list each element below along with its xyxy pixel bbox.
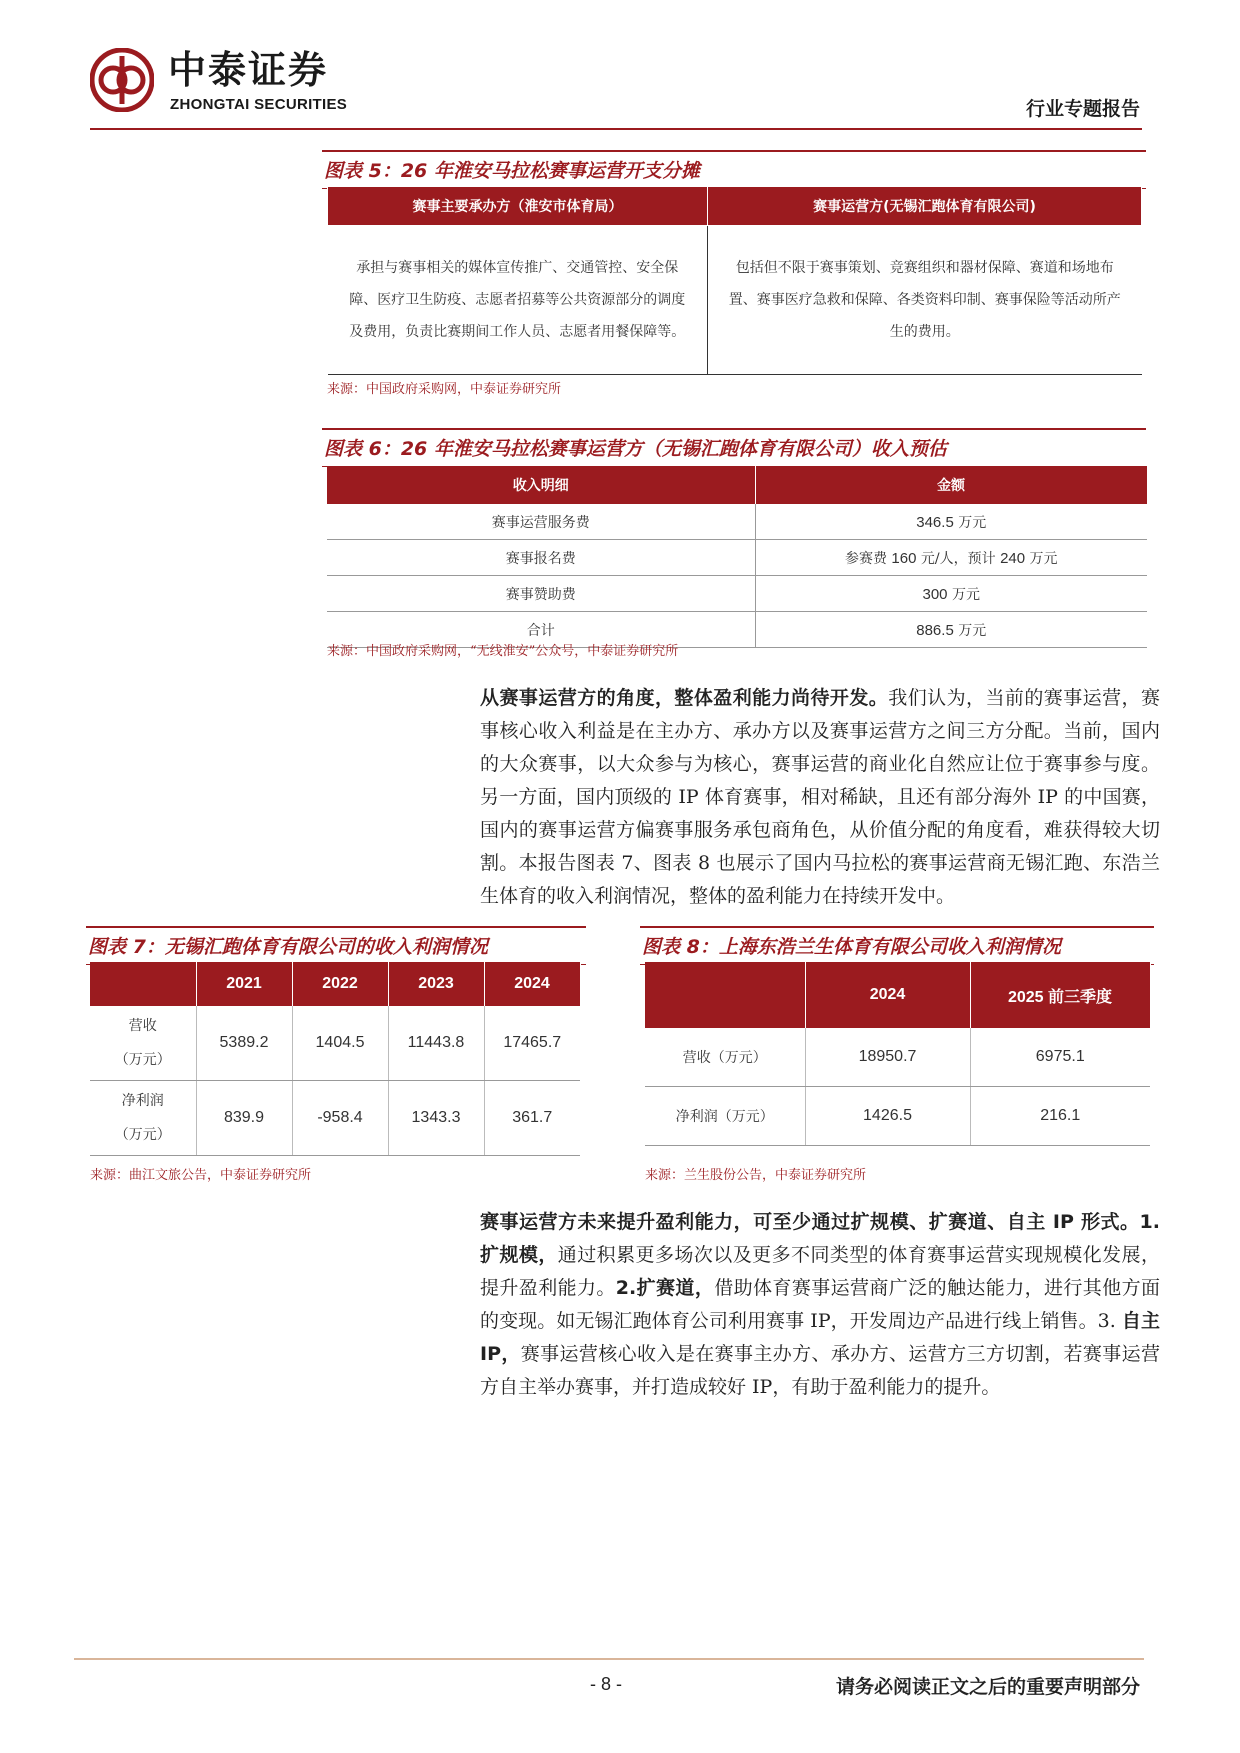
fig5-header-operator: 赛事运营方(无锡汇跑体育有限公司) bbox=[708, 187, 1142, 226]
footer-divider bbox=[74, 1658, 1144, 1660]
para1-lead: 从赛事运营方的角度，整体盈利能力尚待开发。 bbox=[480, 687, 889, 709]
para2-point-1-label: 1.扩规模， bbox=[480, 1211, 1160, 1266]
fig6-item: 赛事运营服务费 bbox=[327, 504, 755, 540]
fig8-value: 1426.5 bbox=[805, 1087, 970, 1146]
fig8-value: 18950.7 bbox=[805, 1028, 970, 1087]
header-divider bbox=[90, 128, 1142, 130]
fig7-year: 2022 bbox=[292, 962, 388, 1006]
fig7-corner bbox=[90, 962, 196, 1006]
para1-text: 我们认为，当前的赛事运营，赛事核心收入利益是在主办方、承办方以及赛事运营方之间三方分配。当前，国内的大众赛事，以大众参与为核心，赛事运营的商业化自然应让位于赛事参与度。另一方面，国内顶级的 IP 体育赛事，相对稀缺，且还有部分海外 IP 的中国赛，国内的赛事运营方偏赛事服务承包商角色，从价值分配的角度看，难获得较大切割。本报告图表 7、图表 8 也展示了国内马拉松的赛事运营商无锡汇跑、东浩兰生体育的收入利润情况，整体的盈利能力在持续开发中。 bbox=[480, 687, 1160, 907]
fig7-value: 1404.5 bbox=[292, 1006, 388, 1081]
fig6-amount: 参赛费 160 元/人，预计 240 万元 bbox=[755, 540, 1147, 576]
table-row bbox=[90, 1006, 580, 1081]
fig8-source: 来源：兰生股份公告，中泰证券研究所 bbox=[645, 1168, 867, 1183]
table-row bbox=[90, 1081, 580, 1156]
fig8-period: 2025 前三季度 bbox=[970, 962, 1150, 1028]
fig6-amount: 300 万元 bbox=[755, 576, 1147, 612]
fig8-table bbox=[645, 962, 1151, 1146]
fig7-value: 11443.8 bbox=[388, 1006, 484, 1081]
fig7-value: 17465.7 bbox=[484, 1006, 580, 1081]
fig7-value: 361.7 bbox=[484, 1081, 580, 1156]
para2-point-2-label: 2.扩赛道， bbox=[615, 1277, 715, 1299]
fig7-row-label: 净利润 （万元） bbox=[90, 1081, 196, 1156]
fig8-row-label: 净利润（万元） bbox=[645, 1087, 805, 1146]
report-type-label: 行业专题报告 bbox=[1025, 98, 1140, 120]
disclaimer-notice: 请务必阅读正文之后的重要声明部分 bbox=[835, 1676, 1140, 1698]
fig8-title: 图表 8：上海东浩兰生体育有限公司收入利润情况 bbox=[640, 926, 1154, 965]
fig7-year: 2021 bbox=[196, 962, 292, 1006]
fig6-amount: 346.5 万元 bbox=[755, 504, 1147, 540]
para2-point-3-number: 3. bbox=[1097, 1310, 1122, 1332]
fig6-table bbox=[327, 466, 1148, 648]
table-row bbox=[645, 1087, 1150, 1146]
para2-point-3-label: 自主 IP， bbox=[480, 1310, 1160, 1365]
fig7-value: -958.4 bbox=[292, 1081, 388, 1156]
fig6-item: 赛事报名费 bbox=[327, 540, 755, 576]
fig6-amount: 886.5 万元 bbox=[755, 612, 1147, 648]
fig7-value: 839.9 bbox=[196, 1081, 292, 1156]
para2-point-2-text: 借助体育赛事运营商广泛的触达能力，进行其他方面的变现。如无锡汇跑体育公司利用赛事 IP，开发周边产品进行线上销售。 bbox=[480, 1277, 1160, 1332]
fig5-header-organizer: 赛事主要承办方（淮安市体育局） bbox=[328, 187, 708, 226]
logo-english-name: ZHONGTAI SECURITIES bbox=[170, 96, 348, 113]
table-row bbox=[645, 1028, 1150, 1087]
fig5-title: 图表 5：26 年淮安马拉松赛事运营开支分摊 bbox=[322, 150, 1146, 189]
fig7-source: 来源：曲江文旅公告，中泰证券研究所 bbox=[90, 1168, 312, 1183]
fig6-source: 来源：中国政府采购网，“无线淮安”公众号，中泰证券研究所 bbox=[327, 644, 679, 659]
para2-point-3-text: 赛事运营核心收入是在赛事主办方、承办方、运营方三方切割，若赛事运营方自主举办赛事，并打造成较好 IP，有助于盈利能力的提升。 bbox=[480, 1343, 1160, 1398]
para2-lead: 赛事运营方未来提升盈利能力，可至少通过扩规模、扩赛道、自主 IP 形式。 bbox=[480, 1211, 1140, 1233]
body-paragraph-2 bbox=[480, 1206, 1160, 1404]
fig7-year: 2024 bbox=[484, 962, 580, 1006]
fig6-item: 赛事赞助费 bbox=[327, 576, 755, 612]
fig8-value: 6975.1 bbox=[970, 1028, 1150, 1087]
fig8-value: 216.1 bbox=[970, 1087, 1150, 1146]
fig8-row-label: 营收（万元） bbox=[645, 1028, 805, 1087]
table-row bbox=[327, 504, 1147, 540]
page-number: - 8 - bbox=[590, 1674, 623, 1694]
fig6-header-item: 收入明细 bbox=[327, 466, 755, 504]
fig6-header-amount: 金额 bbox=[755, 466, 1147, 504]
fig6-title: 图表 6：26 年淮安马拉松赛事运营方（无锡汇跑体育有限公司）收入预估 bbox=[322, 428, 1146, 467]
body-paragraph-1 bbox=[480, 682, 1160, 913]
company-logo-icon bbox=[90, 48, 154, 112]
fig5-operator-text: 包括但不限于赛事策划、竞赛组织和器材保障、赛道和场地布置、赛事医疗急救和保障、各类资料印制、赛事保险等活动所产生的费用。 bbox=[708, 226, 1142, 375]
table-row bbox=[327, 540, 1147, 576]
fig7-title: 图表 7：无锡汇跑体育有限公司的收入利润情况 bbox=[86, 926, 586, 965]
fig7-value: 1343.3 bbox=[388, 1081, 484, 1156]
fig5-table bbox=[327, 186, 1142, 375]
fig7-value: 5389.2 bbox=[196, 1006, 292, 1081]
fig5-source: 来源：中国政府采购网，中泰证券研究所 bbox=[327, 382, 562, 397]
logo-chinese-name: 中泰证券 bbox=[168, 48, 329, 92]
table-row bbox=[327, 576, 1147, 612]
fig7-year: 2023 bbox=[388, 962, 484, 1006]
para2-point-1-text: 通过积累更多场次以及更多不同类型的体育赛事运营实现规模化发展，提升盈利能力。 bbox=[480, 1244, 1160, 1299]
fig5-organizer-text: 承担与赛事相关的媒体宣传推广、交通管控、安全保障、医疗卫生防疫、志愿者招募等公共资源部分的调度及费用，负责比赛期间工作人员、志愿者用餐保障等。 bbox=[328, 226, 708, 375]
fig7-row-label: 营收 （万元） bbox=[90, 1006, 196, 1081]
fig6-item: 合计 bbox=[327, 612, 755, 648]
fig8-period: 2024 bbox=[805, 962, 970, 1028]
fig8-corner bbox=[645, 962, 805, 1028]
fig7-table bbox=[90, 962, 581, 1156]
